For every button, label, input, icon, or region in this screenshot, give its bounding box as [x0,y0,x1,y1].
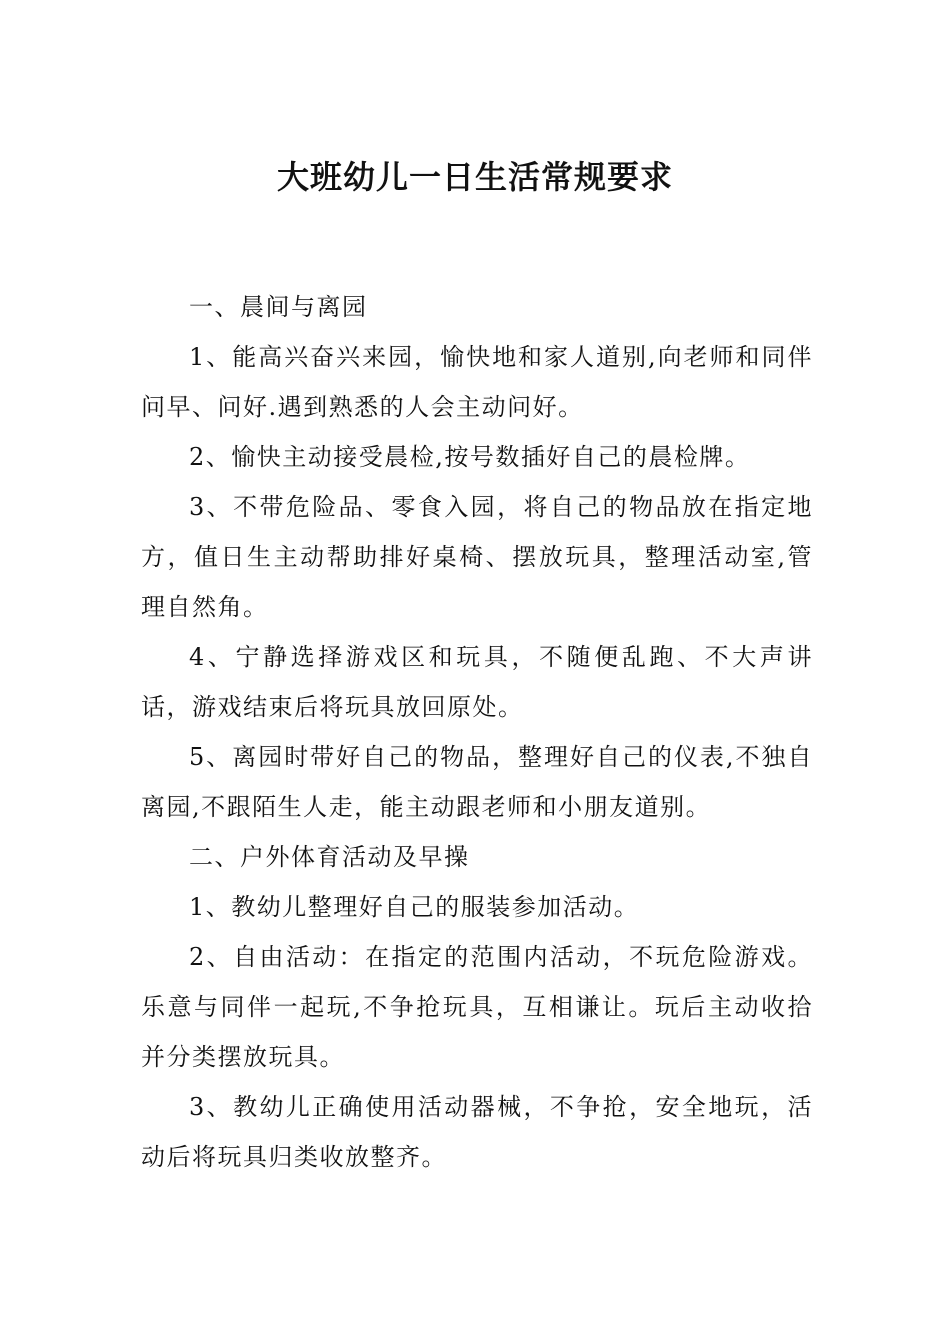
paragraph-item: 3、教幼儿正确使用活动器械，不争抢，安全地玩，活动后将玩具归类收放整齐。 [141,1093,813,1171]
paragraph-item: 3、不带危险品、零食入园，将自己的物品放在指定地方，值日生主动帮助排好桌椅、摆放玩具，整理活动室,管理自然角。 [141,493,813,621]
document-title: 大班幼儿一日生活常规要求 [276,158,673,196]
paragraph-item: 2、愉快主动接受晨检,按号数插好自己的晨检牌。 [189,443,751,471]
paragraph-item: 5、离园时带好自己的物品，整理好自己的仪表,不独自离园,不跟陌生人走，能主动跟老师和小朋友道别。 [141,743,813,821]
paragraph-item: 4、宁静选择游戏区和玩具，不随便乱跑、不大声讲话，游戏结束后将玩具放回原处。 [141,643,813,721]
document-body [141,282,813,1182]
paragraph-item: 1、教幼儿整理好自己的服装参加活动。 [189,893,640,921]
paragraph-item: 1、能高兴奋兴来园，愉快地和家人道别,向老师和同伴问早、问好.遇到熟悉的人会主动问好。 [141,343,813,421]
section-heading-outdoor-activities: 二、户外体育活动及早操 [189,843,470,871]
section-heading-morning-departure: 一、晨间与离园 [189,293,368,321]
paragraph-item: 2、自由活动：在指定的范围内活动，不玩危险游戏。乐意与同伴一起玩,不争抢玩具，互相谦让。玩后主动收拾并分类摆放玩具。 [141,943,813,1071]
